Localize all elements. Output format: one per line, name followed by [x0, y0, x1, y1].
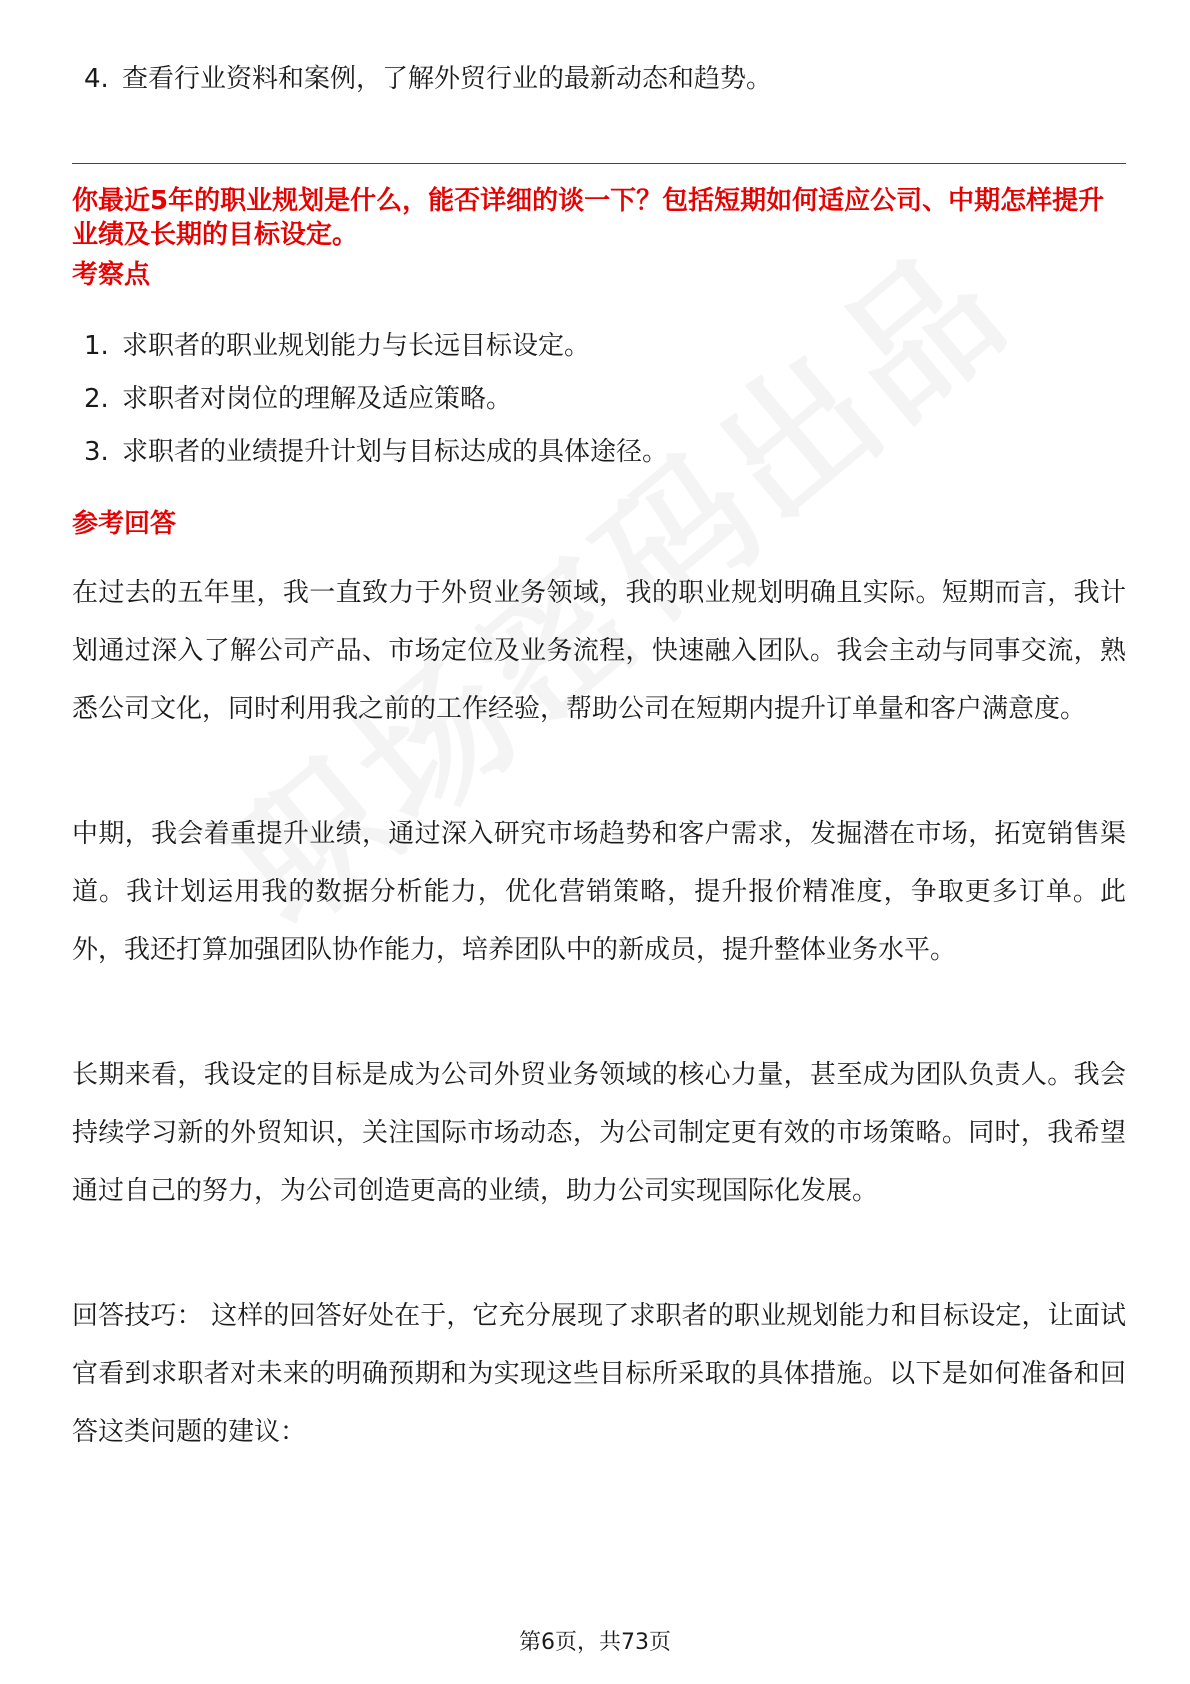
list-text: 查看行业资料和案例，了解外贸行业的最新动态和趋势。	[122, 64, 773, 94]
list-item	[84, 329, 590, 363]
list-text: 求职者对岗位的理解及适应策略。	[122, 384, 513, 414]
list-text: 求职者的业绩提升计划与目标达成的具体途径。	[122, 437, 669, 467]
answer-title: 参考回答	[72, 509, 177, 539]
list-item	[84, 382, 512, 416]
document-page	[72, 0, 1126, 1684]
list-text: 求职者的职业规划能力与长远目标设定。	[122, 331, 591, 361]
answer-tips-paragraph: 回答技巧： 这样的回答好处在于，它充分展现了求职者的职业规划能力和目标设定，让面试官看到求职者对未来的明确预期和为实现这些目标所采取的具体措施。以下是如何准备和回答这类问题的建议：	[72, 1301, 1126, 1447]
list-number: 4.	[84, 64, 109, 94]
page-footer: 第6页，共73页	[519, 1630, 671, 1655]
answer-paragraph-short-term: 在过去的五年里，我一直致力于外贸业务领域，我的职业规划明确且实际。短期而言，我计划通过深入了解公司产品、市场定位及业务流程，快速融入团队。我会主动与同事交流，熟悉公司文化，同时利用我之前的工作经验，帮助公司在短期内提升订单量和客户满意度。	[72, 578, 1126, 724]
question-heading: 你最近5年的职业规划是什么，能否详细的谈一下？包括短期如何适应公司、中期怎样提升业绩及长期的目标设定。	[72, 186, 1105, 250]
focus-title: 考察点	[72, 260, 151, 290]
list-number: 2.	[84, 384, 109, 414]
list-item	[84, 435, 668, 469]
list-number: 1.	[84, 331, 109, 361]
list-number: 3.	[84, 437, 109, 467]
answer-paragraph-long-term: 长期来看，我设定的目标是成为公司外贸业务领域的核心力量，甚至成为团队负责人。我会持续学习新的外贸知识，关注国际市场动态，为公司制定更有效的市场策略。同时，我希望通过自己的努力，为公司创造更高的业绩，助力公司实现国际化发展。	[72, 1060, 1126, 1206]
section-divider	[72, 163, 1126, 164]
list-item	[84, 62, 772, 96]
answer-paragraph-mid-term: 中期，我会着重提升业绩，通过深入研究市场趋势和客户需求，发掘潜在市场，拓宽销售渠道。我计划运用我的数据分析能力，优化营销策略，提升报价精准度，争取更多订单。此外，我还打算加强团队协作能力，培养团队中的新成员，提升整体业务水平。	[72, 819, 1126, 965]
